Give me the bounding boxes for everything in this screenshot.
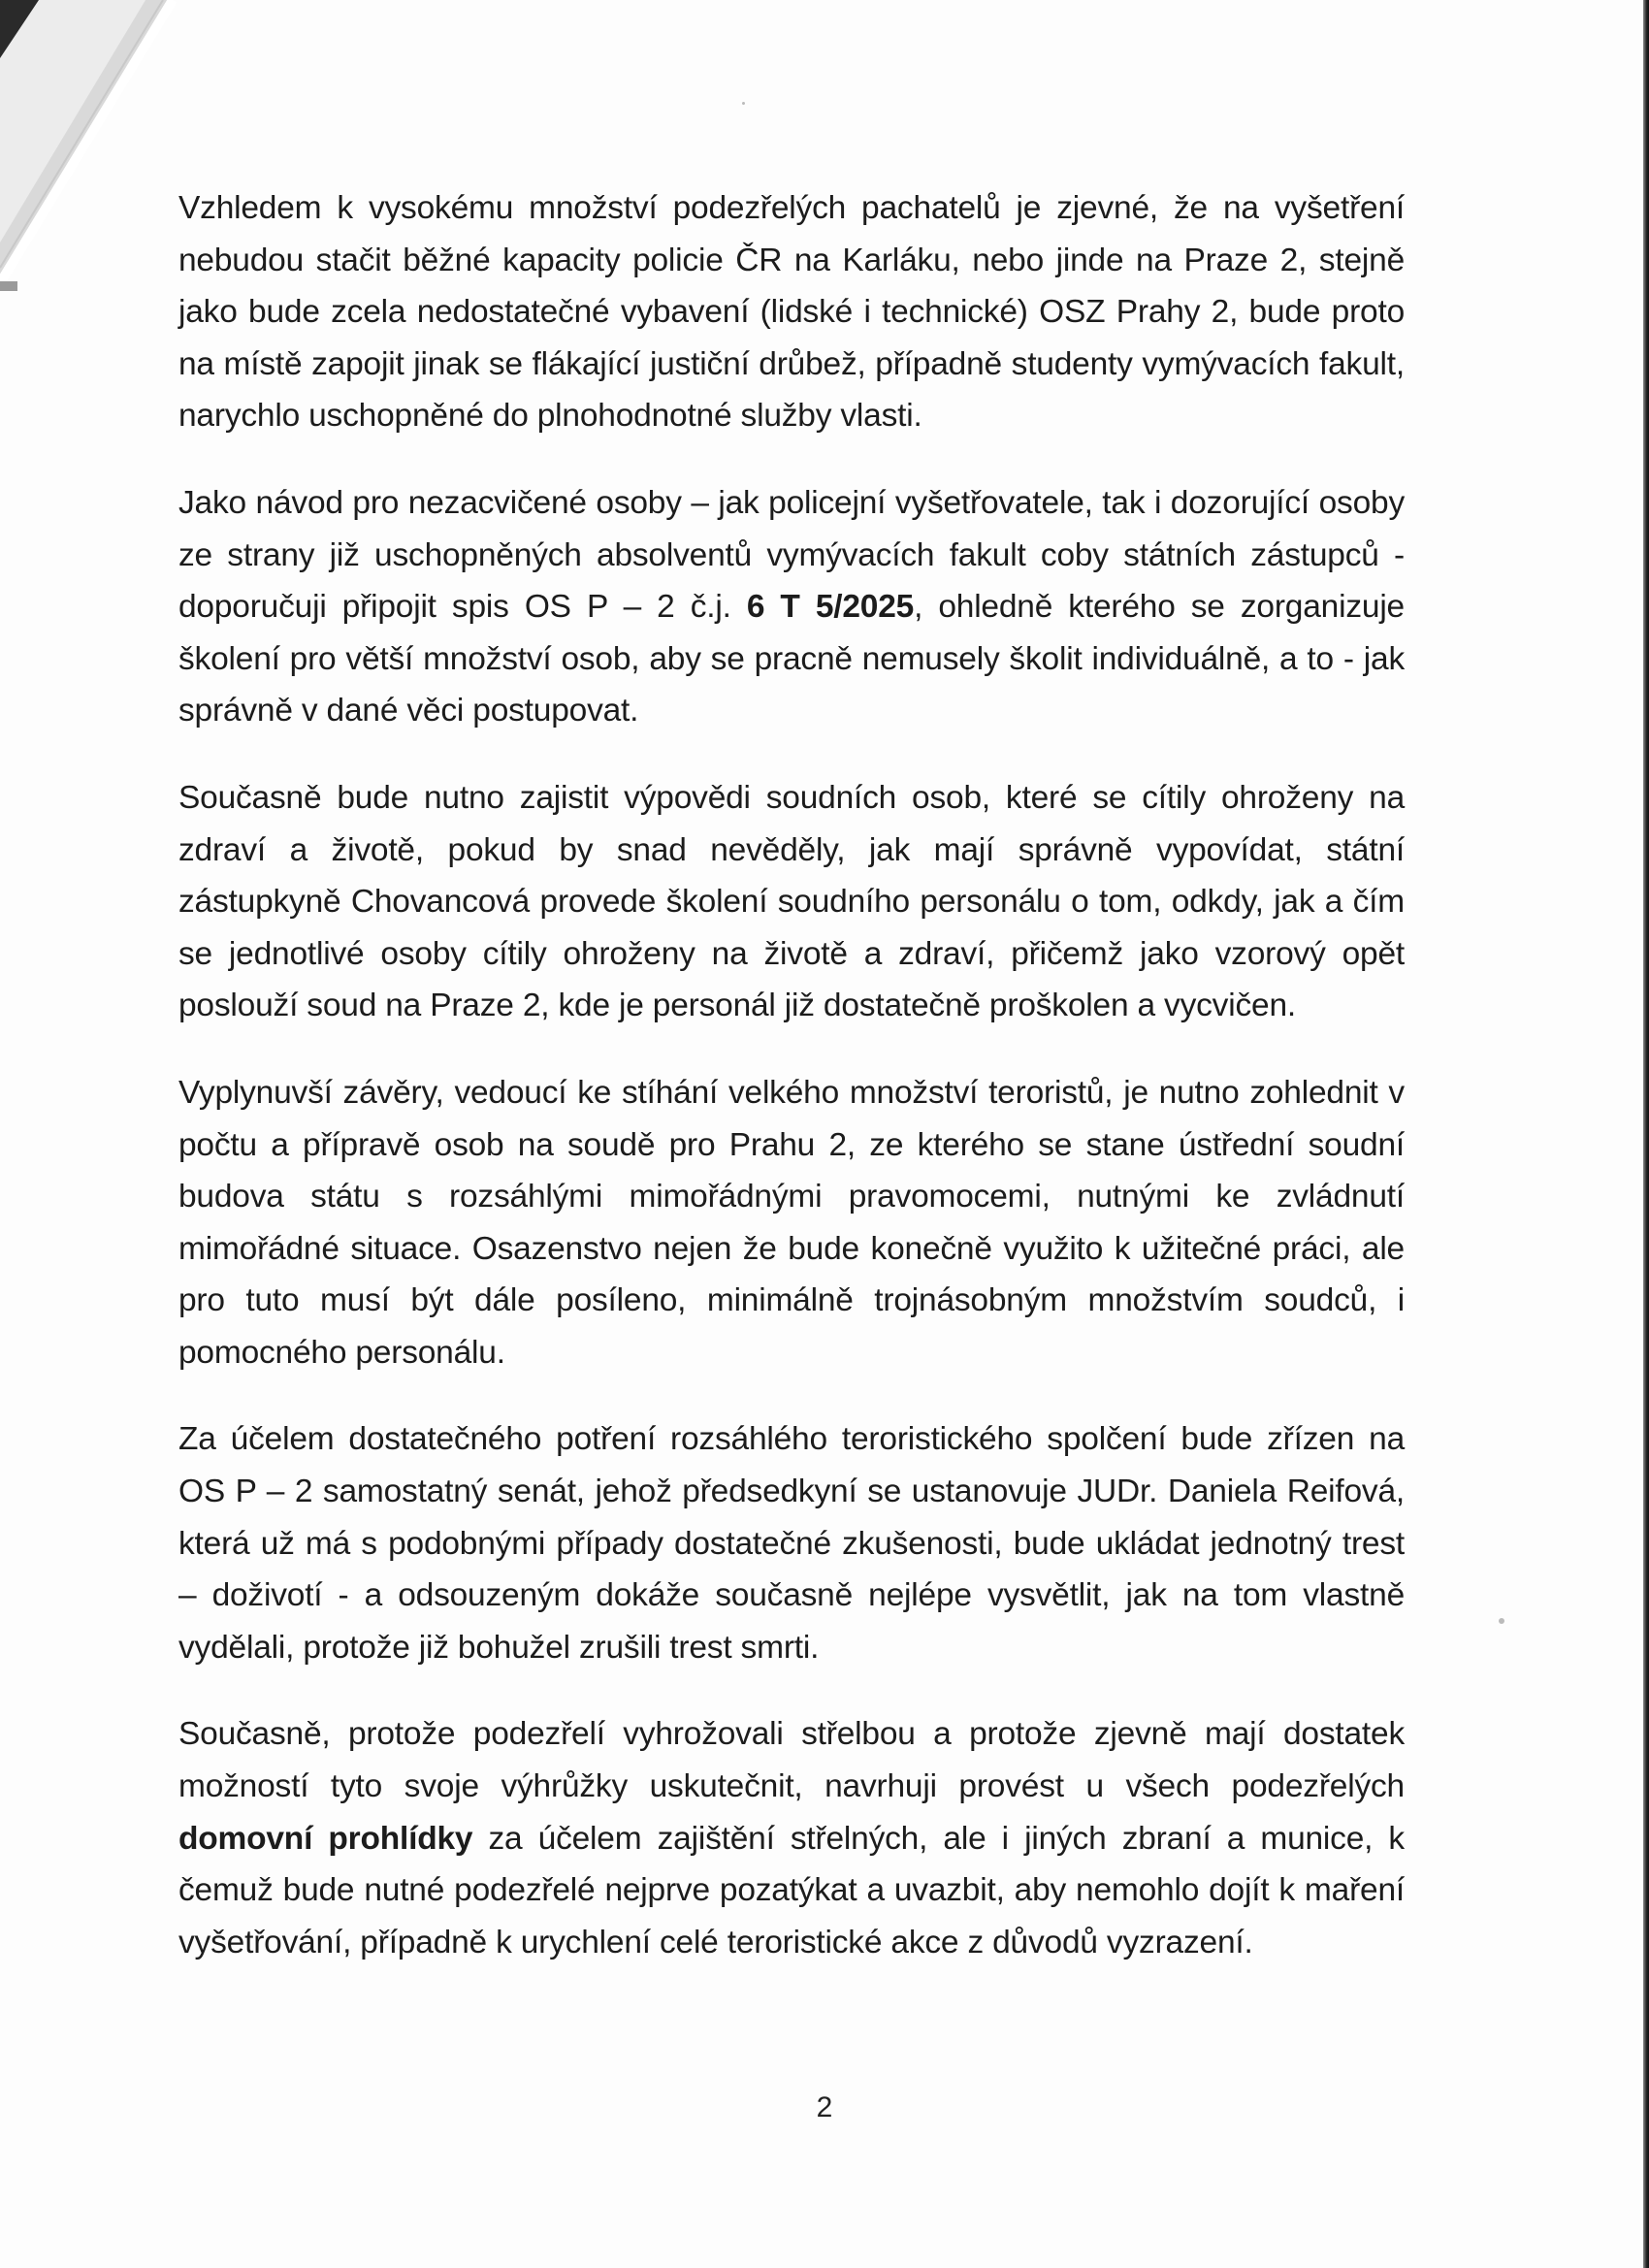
paragraph-investigation-capacity bbox=[178, 182, 1405, 442]
paragraph-text: Za účelem dostatečného potření rozsáhlého teroristického spolčení bude zřízen na OS P – 2 samostatný senát, jehož předsedkyní se ustanovuje JUDr. Daniela Reifová, která už má s podobnými případy dostatečné zkušenosti, bude ukládat jednotný trest – doživotí - a odsouzeným dokáže současně nejlépe vysvětlit, jak na tom vlastně vydělali, protože již bohužel zrušili trest smrti. bbox=[178, 1421, 1405, 1666]
paragraph-text: Jako návod pro nezacvičené osoby – jak policejní vyšetřovatele, tak i dozorující osoby ze strany již uschopněných absolventů vymývacích fakult coby státních zástupců - doporučuji připojit spis OS P – 2 č.j. bbox=[178, 484, 1405, 626]
paragraph-house-searches bbox=[178, 1708, 1405, 1968]
paragraph-text: Vyplynuvší závěry, vedoucí ke stíhání velkého množství teroristů, je nutno zohlednit v počtu a přípravě osob na soudě pro Prahu 2, ze kterého se stane ústřední soudní budova státu s rozsáhlými mimořádnými pravomocemi, nutnými ke zvládnutí mimořádné situace. Osazenstvo nejen že bude konečně využito k užitečné práci, ale pro tuto musí být dále posíleno, minimálně trojnásobným množstvím soudců, i pomocného personálu. bbox=[178, 1074, 1405, 1371]
page-number: 2 bbox=[816, 2091, 833, 2123]
paragraph-special-senate bbox=[178, 1413, 1405, 1673]
paragraph-text: Vzhledem k vysokému množství podezřelých pachatelů je zjevné, že na vyšetření nebudou stačit běžné kapacity policie ČR na Karláku, nebo jinde na Praze 2, stejně jako bude zcela nedostatečné vybavení (lidské i technické) OSZ Prahy 2, bude proto na místě zapojit jinak se flákající justiční drůbež, případně studenty vymývacích fakult, narychlo uschopněné do plnohodnotné služby vlasti. bbox=[178, 190, 1405, 435]
scan-speck bbox=[1499, 1618, 1504, 1624]
paragraph-text: , ohledně kterého se zorganizuje školení pro větší množství osob, aby se pracně nemusely školit individuálně, a to - jak správně v dané věci postupovat. bbox=[178, 589, 1405, 729]
paragraph-text: Současně bude nutno zajistit výpovědi soudních osob, které se cítily ohroženy na zdraví a životě, pokud by snad nevěděly, jak mají správně vypovídat, státní zástupkyně Chovancová provede školení soudního personálu o tom, odkdy, jak a čím se jednotlivé osoby cítily ohroženy na životě a zdraví, přičemž jako vzorový opět poslouží soud na Praze 2, kde je personál již dostatečně proškolen a vycvičen. bbox=[178, 779, 1405, 1024]
scanner-edge bbox=[1643, 0, 1649, 2268]
paragraph-training-guide bbox=[178, 477, 1405, 737]
paragraph-text: Současně, protože podezřelí vyhrožovali střelbou a protože zjevně mají dostatek možností tyto svoje výhrůžky uskutečnit, navrhuji provést u všech podezřelých bbox=[178, 1716, 1405, 1805]
house-search-emphasis: domovní prohlídky bbox=[178, 1820, 473, 1857]
paragraph-testimonies bbox=[178, 772, 1405, 1032]
case-number: 6 T 5/2025 bbox=[746, 589, 915, 626]
paragraph-text: za účelem zajištění střelných, ale i jiných zbraní a munice, k čemuž bude nutné podezřelé nejprve pozatýkat a uvazbit, aby nemohlo dojít k maření vyšetřování, případně k urychlení celé teroristické akce z důvodů vyzrazení. bbox=[178, 1820, 1405, 1960]
paragraph-court-expansion bbox=[178, 1067, 1405, 1379]
folded-corner-icon bbox=[0, 0, 184, 291]
scan-speck bbox=[742, 102, 745, 105]
document-body bbox=[178, 182, 1405, 2003]
